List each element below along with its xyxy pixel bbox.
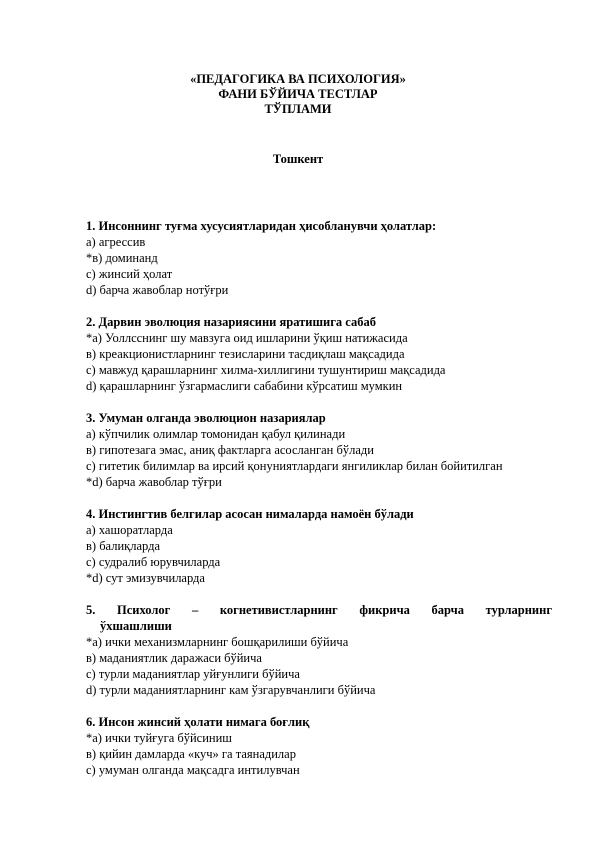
question-title: 4. Инстингтив белгилар асосан нималарда намоён бўлади (86, 507, 414, 521)
question-title: 1. Инсоннинг туғма хусусиятларидан ҳисобланувчи ҳолатлар: (86, 219, 437, 233)
question-6 (86, 714, 552, 778)
answer-option: *d) барча жавоблар тўғри (86, 475, 222, 489)
answer-option: в) балиқларда (86, 539, 160, 553)
answer-option: d) барча жавоблар нотўғри (86, 283, 229, 297)
question-title: 3. Умуман олганда эволюцион назариялар (86, 411, 326, 425)
answer-option: с) умуман олганда мақсадга интилувчан (86, 763, 300, 777)
question-list (86, 218, 552, 794)
question-2 (86, 314, 552, 394)
answer-option: *а) ички механизмларнинг бошқарилиши бўйича (86, 635, 349, 649)
answer-option: в) гипотезага эмас, аниқ фактларга асосланган бўлади (86, 443, 374, 457)
title-line-3: ТЎПЛАМИ (264, 102, 332, 116)
answer-option: в) креакционистларнинг тезисларини тасдиқлаш мақсадида (86, 347, 405, 361)
title-line-1: «ПЕДАГОГИКА ВА ПСИХОЛОГИЯ» (190, 72, 406, 86)
answer-option: *а) ички туйғуга бўйсиниш (86, 731, 232, 745)
answer-option: а) хашоратларда (86, 523, 173, 537)
answer-option: *d) сут эмизувчиларда (86, 571, 205, 585)
document-title (0, 72, 596, 117)
title-line-2: ФАНИ БЎЙИЧА ТЕСТЛАР (218, 87, 378, 101)
question-1 (86, 218, 552, 298)
question-title: 5. Психолог – когнетивистларнинг фикрича барча турларнинг (86, 603, 552, 617)
question-title: 2. Дарвин эволюция назариясини яратишига сабаб (86, 315, 377, 329)
question-3 (86, 410, 552, 490)
question-5 (86, 602, 552, 698)
answer-option: в) маданиятлик даражаси бўйича (86, 651, 262, 665)
question-title-continuation: ўхшашлиши (100, 619, 172, 633)
question-title: 6. Инсон жинсий ҳолати нимага боғлиқ (86, 715, 310, 729)
answer-option: d) турли маданиятларнинг кам ўзгарувчанлиги бўйича (86, 683, 376, 697)
answer-option: *а) Уоллсснинг шу мавзуга оид ишларини ўқиш натижасида (86, 331, 408, 345)
answer-option: с) судралиб юрувчиларда (86, 555, 221, 569)
answer-option: с) гитетик билимлар ва ирсий қонуниятлардаги янгиликлар билан бойитилган (86, 459, 503, 473)
answer-option: *в) доминанд (86, 251, 158, 265)
answer-option: а) агрессив (86, 235, 146, 249)
answer-option: в) қийин дамларда «куч» га таянадилар (86, 747, 296, 761)
answer-option: с) турли маданиятлар уйғунлиги бўйича (86, 667, 300, 681)
answer-option: а) кўпчилик олимлар томонидан қабул қилинади (86, 427, 346, 441)
city-name: Тошкент (272, 152, 324, 166)
answer-option: с) жинсий ҳолат (86, 267, 173, 281)
question-4 (86, 506, 552, 586)
answer-option: d) қарашларнинг ўзгармаслиги сабабини кўрсатиш мумкин (86, 379, 403, 393)
answer-option: с) мавжуд қарашларнинг хилма-хиллигини тушунтириш мақсадида (86, 363, 446, 377)
